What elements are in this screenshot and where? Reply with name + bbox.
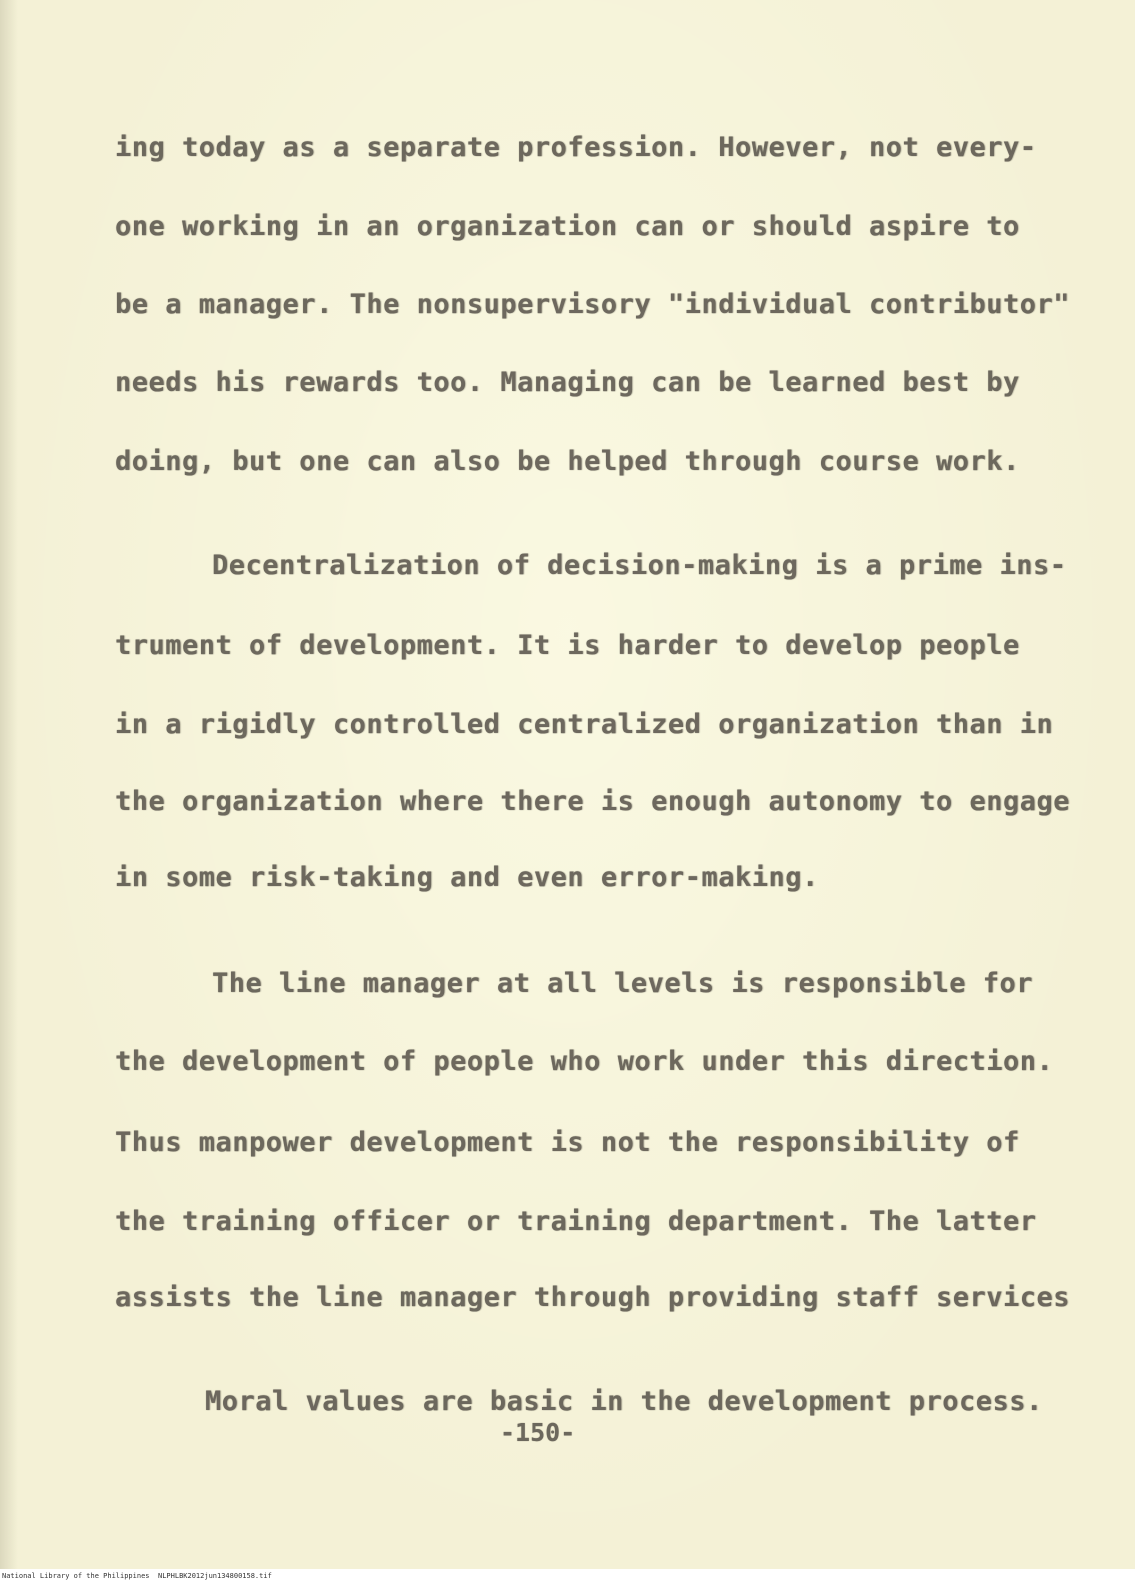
footer-filename: NLPHLBK2012jun134800158.tif xyxy=(158,1572,272,1580)
text-line-12: the development of people who work under this direction. xyxy=(115,1046,1054,1077)
text-line-15: assists the line manager through providing staff services xyxy=(115,1282,1071,1313)
text-line-7: trument of development. It is harder to develop people xyxy=(115,630,1020,661)
text-line-4: needs his rewards too. Managing can be learned best by xyxy=(115,367,1020,398)
text-line-16: Moral values are basic in the development process. xyxy=(205,1386,1043,1417)
text-line-2: one working in an organization can or should aspire to xyxy=(115,211,1020,242)
text-line-10: in some risk-taking and even error-making. xyxy=(115,862,819,893)
page-number: -150- xyxy=(500,1418,576,1447)
footer-library-name: National Library of the Philippines xyxy=(2,1572,150,1580)
page-edge-shadow xyxy=(0,0,18,1569)
text-line-13: Thus manpower development is not the responsibility of xyxy=(115,1127,1020,1158)
text-line-3: be a manager. The nonsupervisory "individual contributor" xyxy=(115,289,1071,320)
text-line-5: doing, but one can also be helped through course work. xyxy=(115,446,1020,477)
text-line-8: in a rigidly controlled centralized organization than in xyxy=(115,709,1054,740)
text-line-1: ing today as a separate profession. However, not every- xyxy=(115,132,1037,163)
text-line-14: the training officer or training department. The latter xyxy=(115,1206,1037,1237)
scan-footer xyxy=(0,1569,1135,1583)
text-line-9: the organization where there is enough autonomy to engage xyxy=(115,786,1071,817)
text-line-6: Decentralization of decision-making is a prime ins- xyxy=(212,550,1067,581)
text-line-11: The line manager at all levels is responsible for xyxy=(212,968,1034,999)
